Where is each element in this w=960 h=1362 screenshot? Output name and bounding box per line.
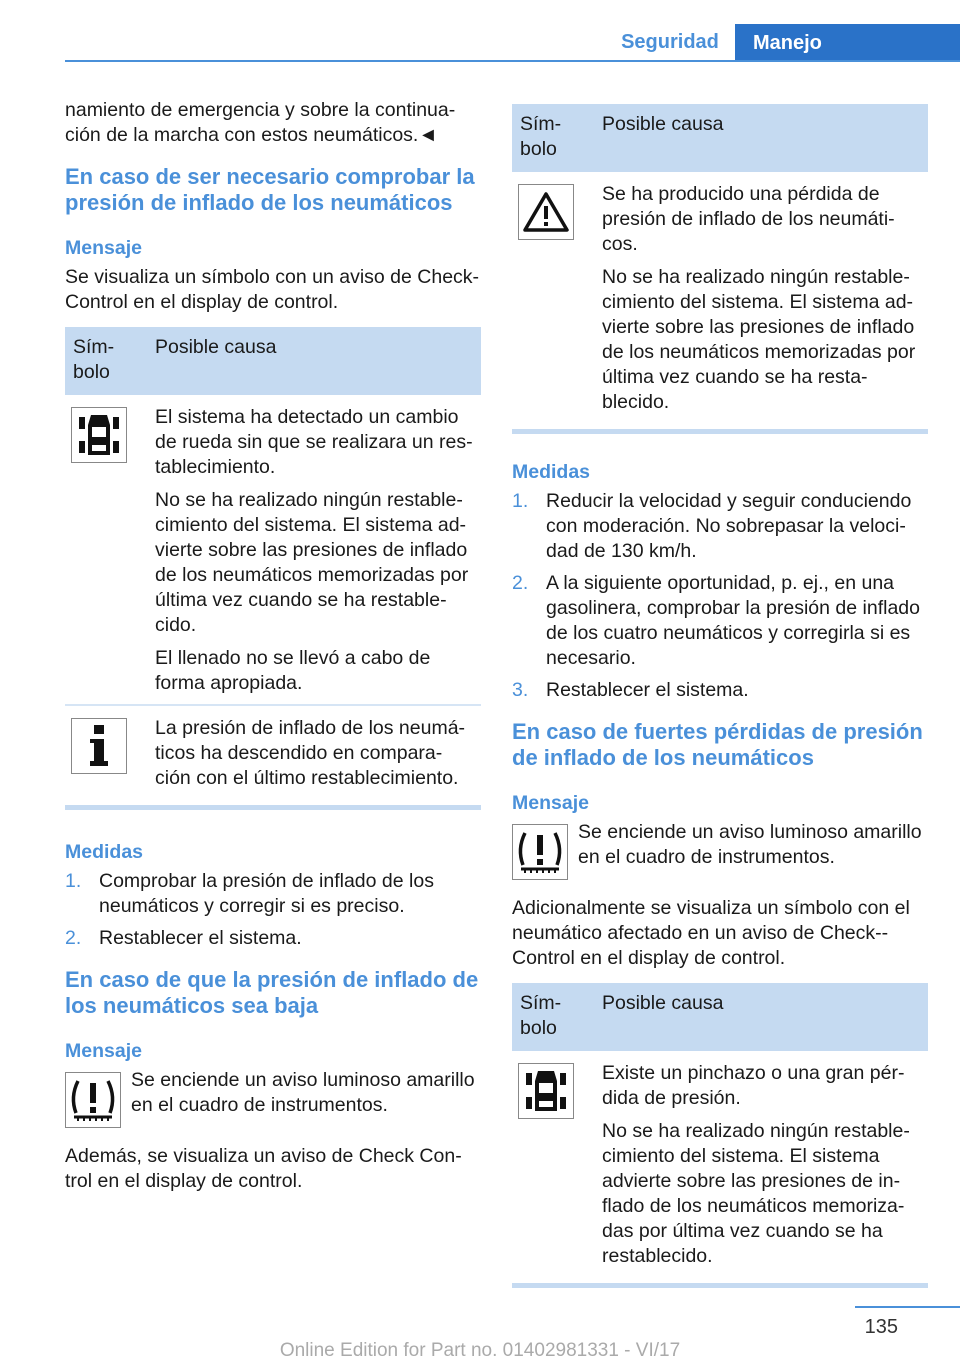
cause-cell — [147, 705, 481, 808]
step-number: 1. — [512, 490, 529, 512]
right-column — [512, 104, 928, 1288]
footer-edition: Online Edition for Part no. 01402981331 - VI/17 — [279, 1340, 681, 1361]
cause-cell — [594, 172, 928, 432]
outro-paragraph: Además, se visualiza un aviso de Check Con-trol en el display de control. — [65, 1145, 462, 1192]
step-text: Reducir la velocidad y seguir conduciendo con moderación. No sobrepasar la veloci-dad de 130 km/h. — [546, 490, 912, 562]
table-header-row — [512, 104, 928, 172]
step-text: Comprobar la presión de inflado de los neumáticos y corregir si es preciso. — [99, 870, 434, 917]
table-row — [512, 172, 928, 432]
header-chapter-tab: Manejo — [735, 24, 960, 62]
cause-cell — [594, 1051, 928, 1286]
car-tire-icon — [518, 1063, 574, 1119]
mensaje-label: Mensaje — [65, 237, 142, 259]
step-text: Restablecer el sistema. — [546, 679, 749, 701]
cause-text: El sistema ha detectado un cambio de rueda sin que se realizara un res-tablecimiento. — [155, 406, 473, 478]
cause-cell — [147, 395, 481, 705]
col-cause-header: Posible causa — [594, 983, 928, 1051]
symbol-table-check — [65, 327, 481, 810]
table-row — [512, 1051, 928, 1286]
page-number-rule — [855, 1306, 960, 1308]
tire-pressure-warning-icon — [65, 1072, 121, 1128]
heading-strong-loss: En caso de fuertes pérdidas de presión de inflado de los neumáticos — [512, 719, 923, 770]
extra-paragraph: Adicionalmente se visualiza un símbolo con el neumático afectado en un aviso de Check--Control en el display de control. — [512, 897, 910, 969]
mensaje-text: Se enciende un aviso luminoso amarillo en el cuadro de instrumentos. — [578, 821, 922, 868]
page-number: 135 — [864, 1316, 898, 1338]
info-icon — [71, 718, 127, 774]
col-symbol-header: Sím-bolo — [512, 983, 594, 1051]
heading-low-pressure: En caso de que la presión de inflado de los neumáticos sea baja — [65, 967, 479, 1018]
car-tire-icon — [71, 407, 127, 463]
symbol-cell — [512, 172, 594, 432]
warning-message-row — [512, 820, 928, 880]
tire-pressure-warning-icon — [512, 824, 568, 880]
step-number: 1. — [65, 870, 82, 892]
steps-list — [512, 489, 928, 703]
cause-text: El llenado no se llevó a cabo de forma apropiada. — [155, 647, 431, 694]
cause-text: No se ha realizado ningún restable-cimiento del sistema. El sistema advierte sobre las presiones de in-flado de los neumáticos memoriza-das por última vez cuando se ha restablecido. — [602, 1120, 910, 1267]
step-number: 3. — [512, 679, 529, 701]
cause-text: Existe un pinchazo o una gran pér-dida de presión. — [602, 1062, 905, 1109]
mensaje-text: Se enciende un aviso luminoso amarillo en el cuadro de instrumentos. — [131, 1069, 475, 1116]
medidas-label: Medidas — [65, 841, 144, 863]
warning-message-row — [65, 1068, 481, 1128]
table-row — [65, 705, 481, 808]
symbol-cell — [65, 395, 147, 705]
table-header-row — [512, 983, 928, 1051]
cause-text: Se ha producido una pérdida de presión de inflado de los neumáti-cos. — [602, 183, 895, 255]
symbol-cell — [65, 705, 147, 808]
symbol-table-loss — [512, 104, 928, 434]
list-item — [65, 926, 481, 951]
steps-list — [65, 869, 481, 951]
cause-text: No se ha realizado ningún restable-cimiento del sistema. El sistema ad-vierte sobre las presiones de inflado de los neumáticos memorizadas por última vez cuando se ha restable-cido. — [155, 489, 469, 636]
mensaje-text: Se visualiza un símbolo con un aviso de Check-Control en el display de control. — [65, 266, 480, 313]
step-number: 2. — [65, 927, 82, 949]
medidas-label: Medidas — [512, 461, 591, 483]
symbol-cell — [512, 1051, 594, 1286]
col-symbol-header: Sím-bolo — [65, 327, 147, 395]
list-item — [512, 489, 928, 564]
heading-check-pressure: En caso de ser necesario comprobar la presión de inflado de los neumáticos — [65, 164, 475, 215]
mensaje-label: Mensaje — [65, 1040, 142, 1062]
step-text: Restablecer el sistema. — [99, 927, 302, 949]
col-cause-header: Posible causa — [147, 327, 481, 395]
step-text: A la siguiente oportunidad, p. ej., en una gasolinera, comprobar la presión de inflado de los cuatro neumáticos y corregirla si es necesario. — [546, 572, 920, 669]
cause-text: La presión de inflado de los neumá-ticos ha descendido en compara-ción con el último restablecimiento. — [155, 717, 466, 789]
header-rule — [65, 60, 960, 62]
list-item — [512, 678, 928, 703]
intro-paragraph: namiento de emergencia y sobre la continua-ción de la marcha con estos neumáticos.◄ — [65, 99, 456, 146]
step-number: 2. — [512, 572, 529, 594]
col-symbol-header: Sím-bolo — [512, 104, 594, 172]
warning-triangle-icon — [518, 184, 574, 240]
list-item — [512, 571, 928, 671]
mensaje-label: Mensaje — [512, 792, 589, 814]
table-row — [65, 395, 481, 705]
left-column — [65, 98, 481, 1206]
list-item — [65, 869, 481, 919]
header-section-tab: Seguridad — [621, 31, 719, 53]
table-header-row — [65, 327, 481, 395]
cause-text: No se ha realizado ningún restable-cimiento del sistema. El sistema ad-vierte sobre las presiones de inflado de los neumáticos memorizadas por última vez cuando se ha resta-blecido. — [602, 266, 916, 413]
col-cause-header: Posible causa — [594, 104, 928, 172]
symbol-table-flat — [512, 983, 928, 1288]
